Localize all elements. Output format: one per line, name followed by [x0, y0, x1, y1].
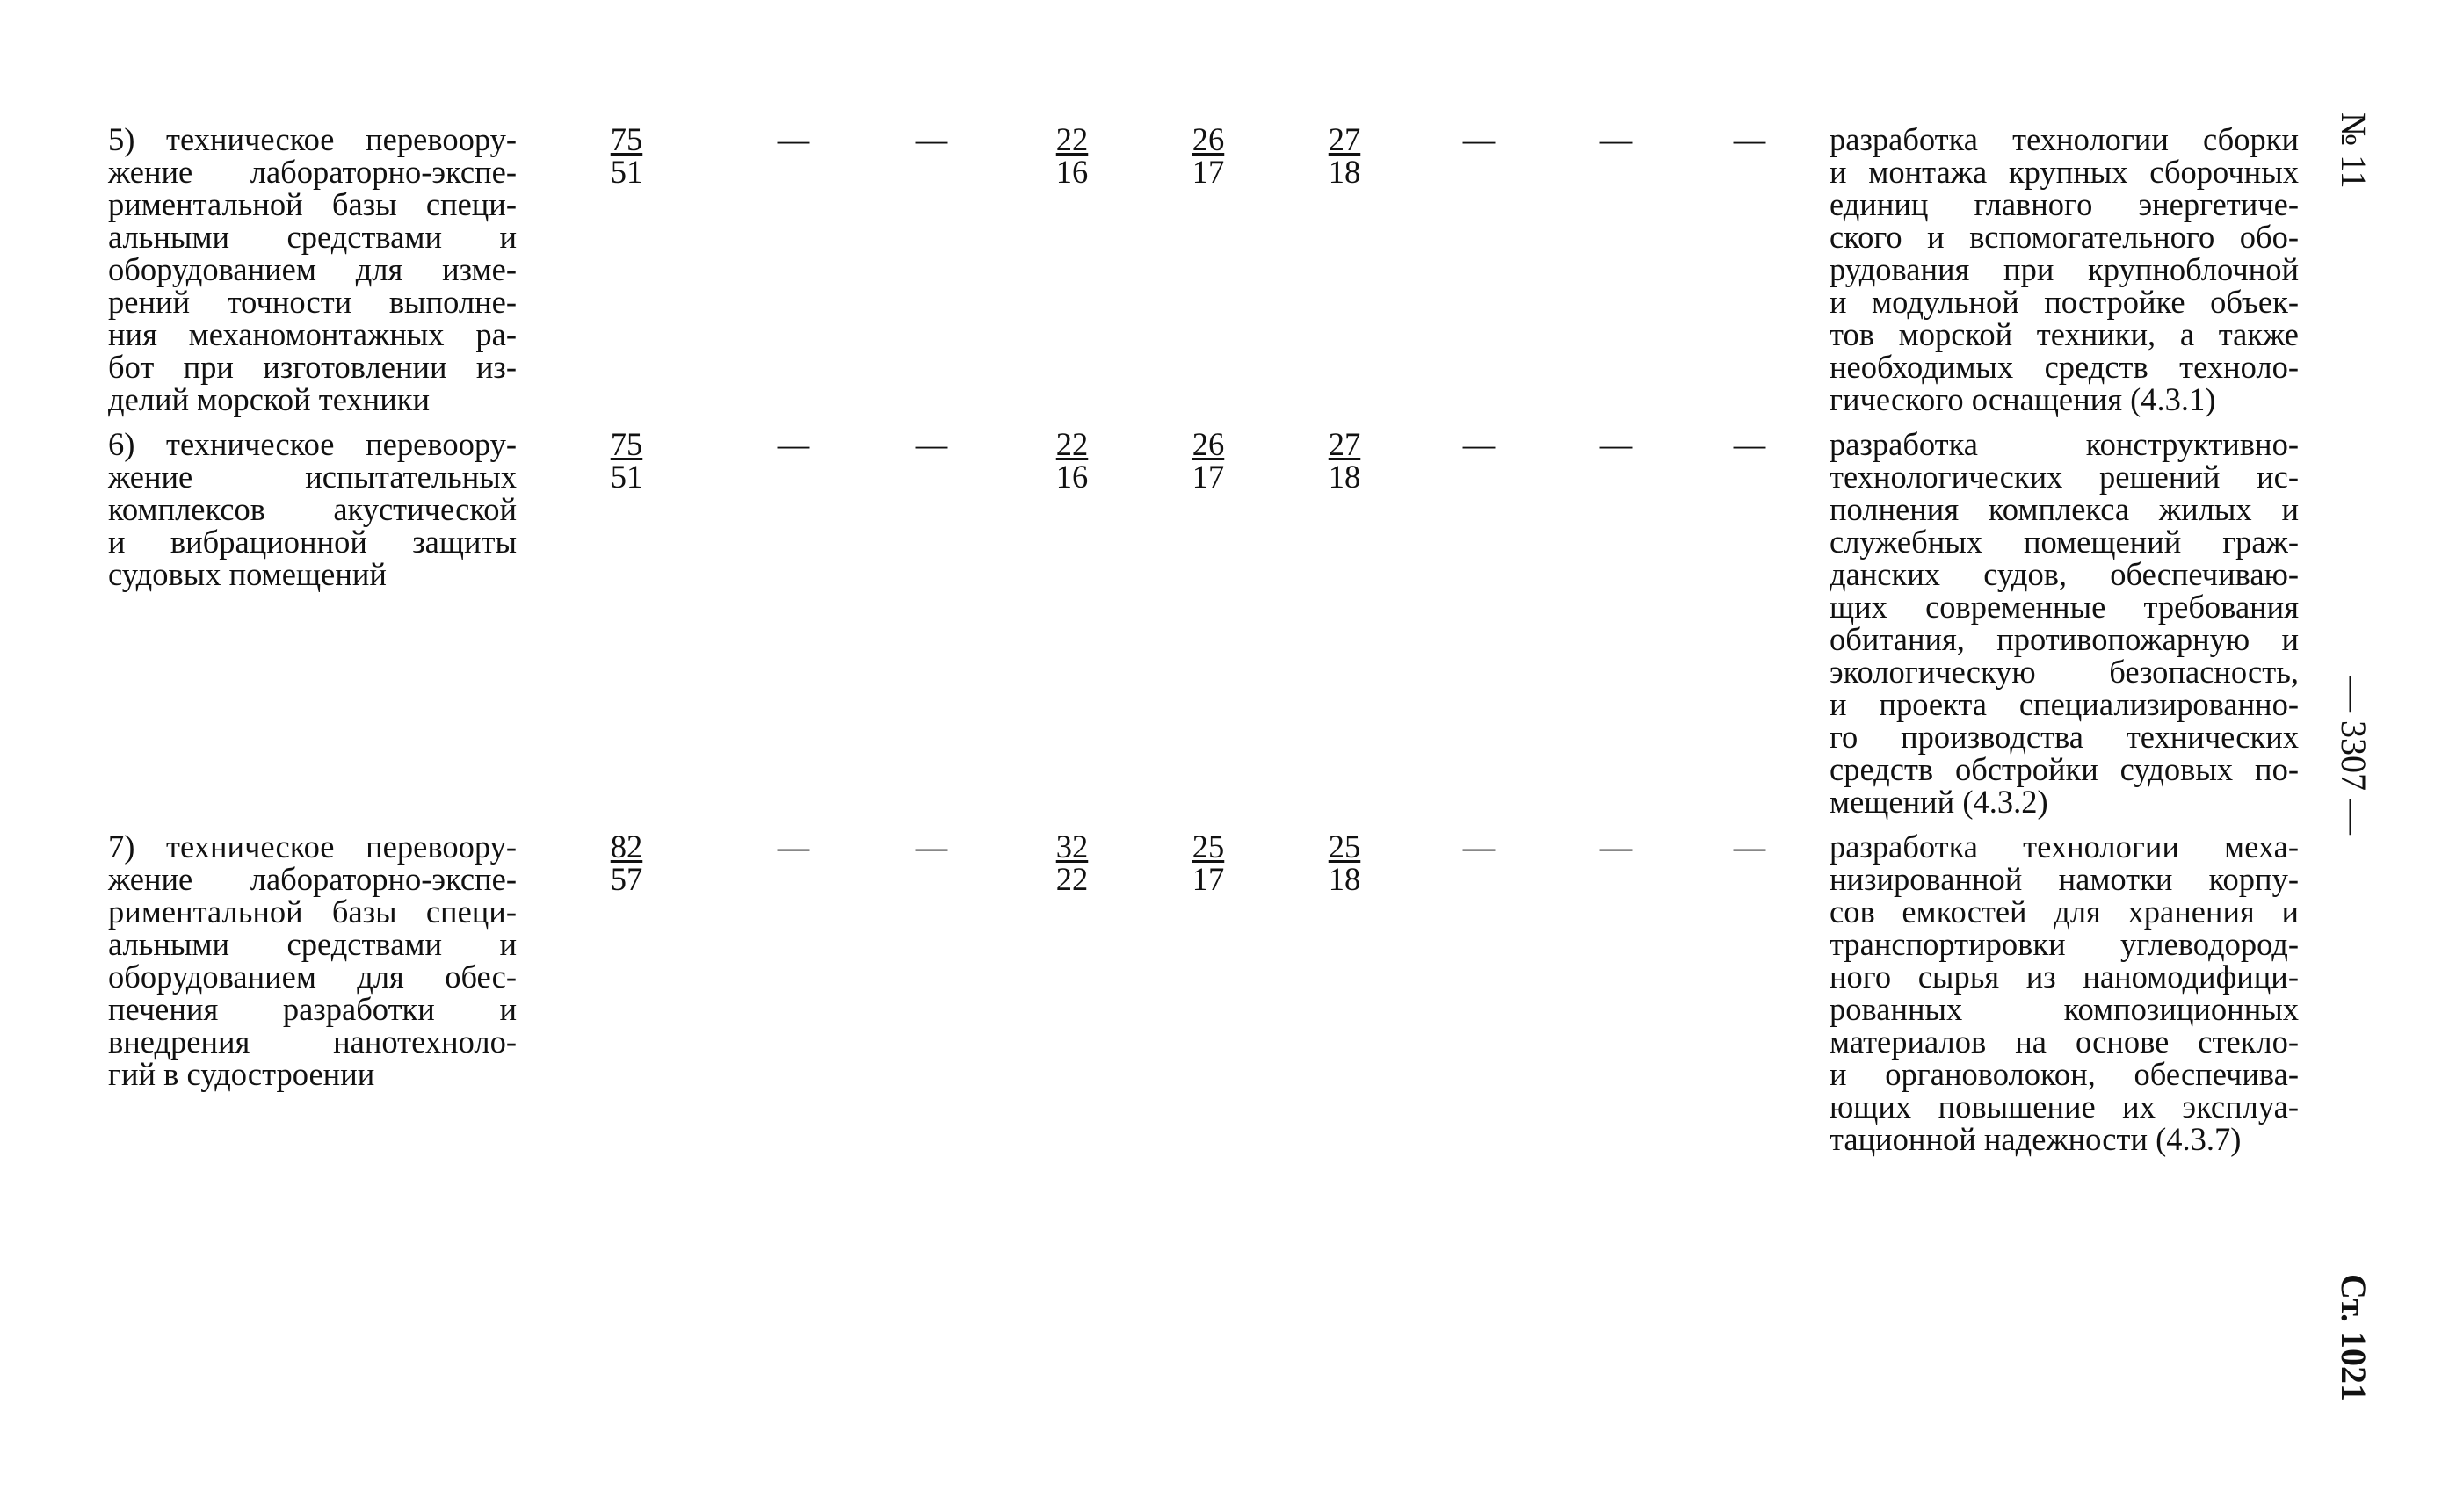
value-top: 75: [610, 121, 643, 157]
result-line: разработка технологии меха-: [1830, 828, 2299, 865]
value-fraction: [1173, 428, 1243, 493]
measure-line: делий морской техники: [108, 381, 431, 417]
value-fraction: [591, 830, 662, 895]
value-bottom: 16: [1055, 154, 1089, 190]
measure-name-7: [108, 830, 517, 1090]
result-line: сов емкостей для хранения и: [1830, 893, 2299, 930]
value-dash: —: [1462, 828, 1496, 865]
value-fraction: [1309, 428, 1380, 493]
value-fraction: [1037, 830, 1107, 895]
measure-line: внедрения нанотехноло-: [108, 1024, 517, 1060]
result-line: рудования при крупноблочной: [1830, 251, 2299, 287]
result-line: полнения комплекса жилых и: [1830, 491, 2299, 527]
value-dash: —: [1462, 121, 1496, 157]
measure-line: альными средствами и: [108, 219, 517, 255]
result-line: транспортировки углеводород-: [1830, 926, 2299, 962]
result-line: и проекта специализированно-: [1830, 686, 2299, 722]
measure-line: риментальной базы специ-: [108, 186, 517, 222]
result-line: ющих повышение их эксплуа-: [1830, 1089, 2299, 1125]
value-top: 27: [1328, 426, 1361, 462]
measure-line: оборудованием для изме-: [108, 251, 517, 287]
result-line: ного сырья из наномодифици-: [1830, 959, 2299, 995]
measure-name-6: [108, 428, 517, 590]
measure-line: оборудованием для обес-: [108, 959, 517, 995]
value-top: 25: [1192, 828, 1225, 865]
value-top: 22: [1055, 426, 1089, 462]
measure-line: 5) техническое перевоору-: [108, 121, 517, 157]
value-dash: —: [777, 121, 810, 157]
result-line: мещений (4.3.2): [1830, 784, 2048, 820]
value-bottom: 51: [610, 154, 643, 190]
result-line: служебных помещений граж-: [1830, 524, 2299, 560]
measure-line: ния механомонтажных ра-: [108, 316, 517, 352]
value-dash: —: [1733, 426, 1766, 462]
value-fraction: [1309, 123, 1380, 188]
measure-line: и вибрационной защиты: [108, 524, 517, 560]
value-dash: —: [1599, 426, 1633, 462]
expected-result-6: [1830, 428, 2299, 818]
value-top: 82: [610, 828, 643, 865]
result-line: средств обстройки судовых по-: [1830, 751, 2299, 787]
value-fraction: [1173, 830, 1243, 895]
expected-result-5: [1830, 123, 2299, 416]
measure-line: жение лабораторно-экспе-: [108, 861, 517, 897]
result-line: технологических решений ис-: [1830, 459, 2299, 495]
value-dash: —: [777, 828, 810, 865]
value-fraction: [1037, 428, 1107, 493]
measure-line: жение лабораторно-экспе-: [108, 154, 517, 190]
result-line: щих современные требования: [1830, 589, 2299, 625]
value-top: 25: [1328, 828, 1361, 865]
measure-line: печения разработки и: [108, 991, 517, 1027]
measure-line: бот при изготовлении из-: [108, 349, 517, 385]
result-line: обитания, противопожарную и: [1830, 621, 2299, 657]
result-line: разработка технологии сборки: [1830, 121, 2299, 157]
result-line: материалов на основе стекло-: [1830, 1024, 2299, 1060]
value-fraction: [1173, 123, 1243, 188]
issue-number: № 11: [2334, 112, 2373, 189]
measure-line: жение испытательных: [108, 459, 517, 495]
value-dash: —: [777, 426, 810, 462]
measure-line: 7) техническое перевоору-: [108, 828, 517, 865]
value-top: 26: [1192, 426, 1225, 462]
result-line: го производства технических: [1830, 719, 2299, 755]
value-top: 32: [1055, 828, 1089, 865]
value-bottom: 18: [1328, 154, 1361, 190]
measure-line: альными средствами и: [108, 926, 517, 962]
expected-result-7: [1830, 830, 2299, 1155]
value-bottom: 22: [1055, 861, 1089, 897]
value-dash: —: [915, 828, 948, 865]
value-top: 75: [610, 426, 643, 462]
result-line: единиц главного энергетиче-: [1830, 186, 2299, 222]
page-number: Ст. 1021: [2334, 1274, 2373, 1401]
value-dash: —: [1733, 121, 1766, 157]
value-bottom: 51: [610, 459, 643, 495]
value-dash: —: [1599, 121, 1633, 157]
value-fraction: [1037, 123, 1107, 188]
result-line: низированной намотки корпу-: [1830, 861, 2299, 897]
result-line: и монтажа крупных сборочных: [1830, 154, 2299, 190]
value-fraction: [1309, 830, 1380, 895]
result-line: разработка конструктивно-: [1830, 426, 2299, 462]
measure-line: судовых помещений: [108, 556, 387, 592]
measure-line: риментальной базы специ-: [108, 893, 517, 930]
value-dash: —: [1599, 828, 1633, 865]
result-line: ского и вспомогательного обо-: [1830, 219, 2299, 255]
value-top: 27: [1328, 121, 1361, 157]
result-line: данских судов, обеспечиваю-: [1830, 556, 2299, 592]
value-dash: —: [1462, 426, 1496, 462]
value-dash: —: [915, 426, 948, 462]
value-bottom: 17: [1192, 154, 1225, 190]
result-line: рованных композиционных: [1830, 991, 2299, 1027]
value-bottom: 17: [1192, 861, 1225, 897]
value-bottom: 16: [1055, 459, 1089, 495]
value-bottom: 57: [610, 861, 643, 897]
value-fraction: [591, 428, 662, 493]
result-line: необходимых средств техноло-: [1830, 349, 2299, 385]
result-line: тов морской техники, а также: [1830, 316, 2299, 352]
document-number: — 3307 —: [2334, 676, 2373, 835]
result-line: тационной надежности (4.3.7): [1830, 1121, 2242, 1157]
value-top: 26: [1192, 121, 1225, 157]
value-bottom: 18: [1328, 459, 1361, 495]
result-line: гического оснащения (4.3.1): [1830, 381, 2216, 417]
measure-name-5: [108, 123, 517, 416]
value-bottom: 18: [1328, 861, 1361, 897]
measure-line: комплексов акустической: [108, 491, 517, 527]
measure-line: 6) техническое перевоору-: [108, 426, 517, 462]
value-dash: —: [1733, 828, 1766, 865]
measure-line: гий в судостроении: [108, 1056, 375, 1092]
value-dash: —: [915, 121, 948, 157]
value-bottom: 17: [1192, 459, 1225, 495]
result-line: экологическую безопасность,: [1830, 654, 2299, 690]
result-line: и модульной постройке объек-: [1830, 284, 2299, 320]
result-line: и органоволокон, обеспечива-: [1830, 1056, 2299, 1092]
value-top: 22: [1055, 121, 1089, 157]
measure-line: рений точности выполне-: [108, 284, 517, 320]
value-fraction: [591, 123, 662, 188]
